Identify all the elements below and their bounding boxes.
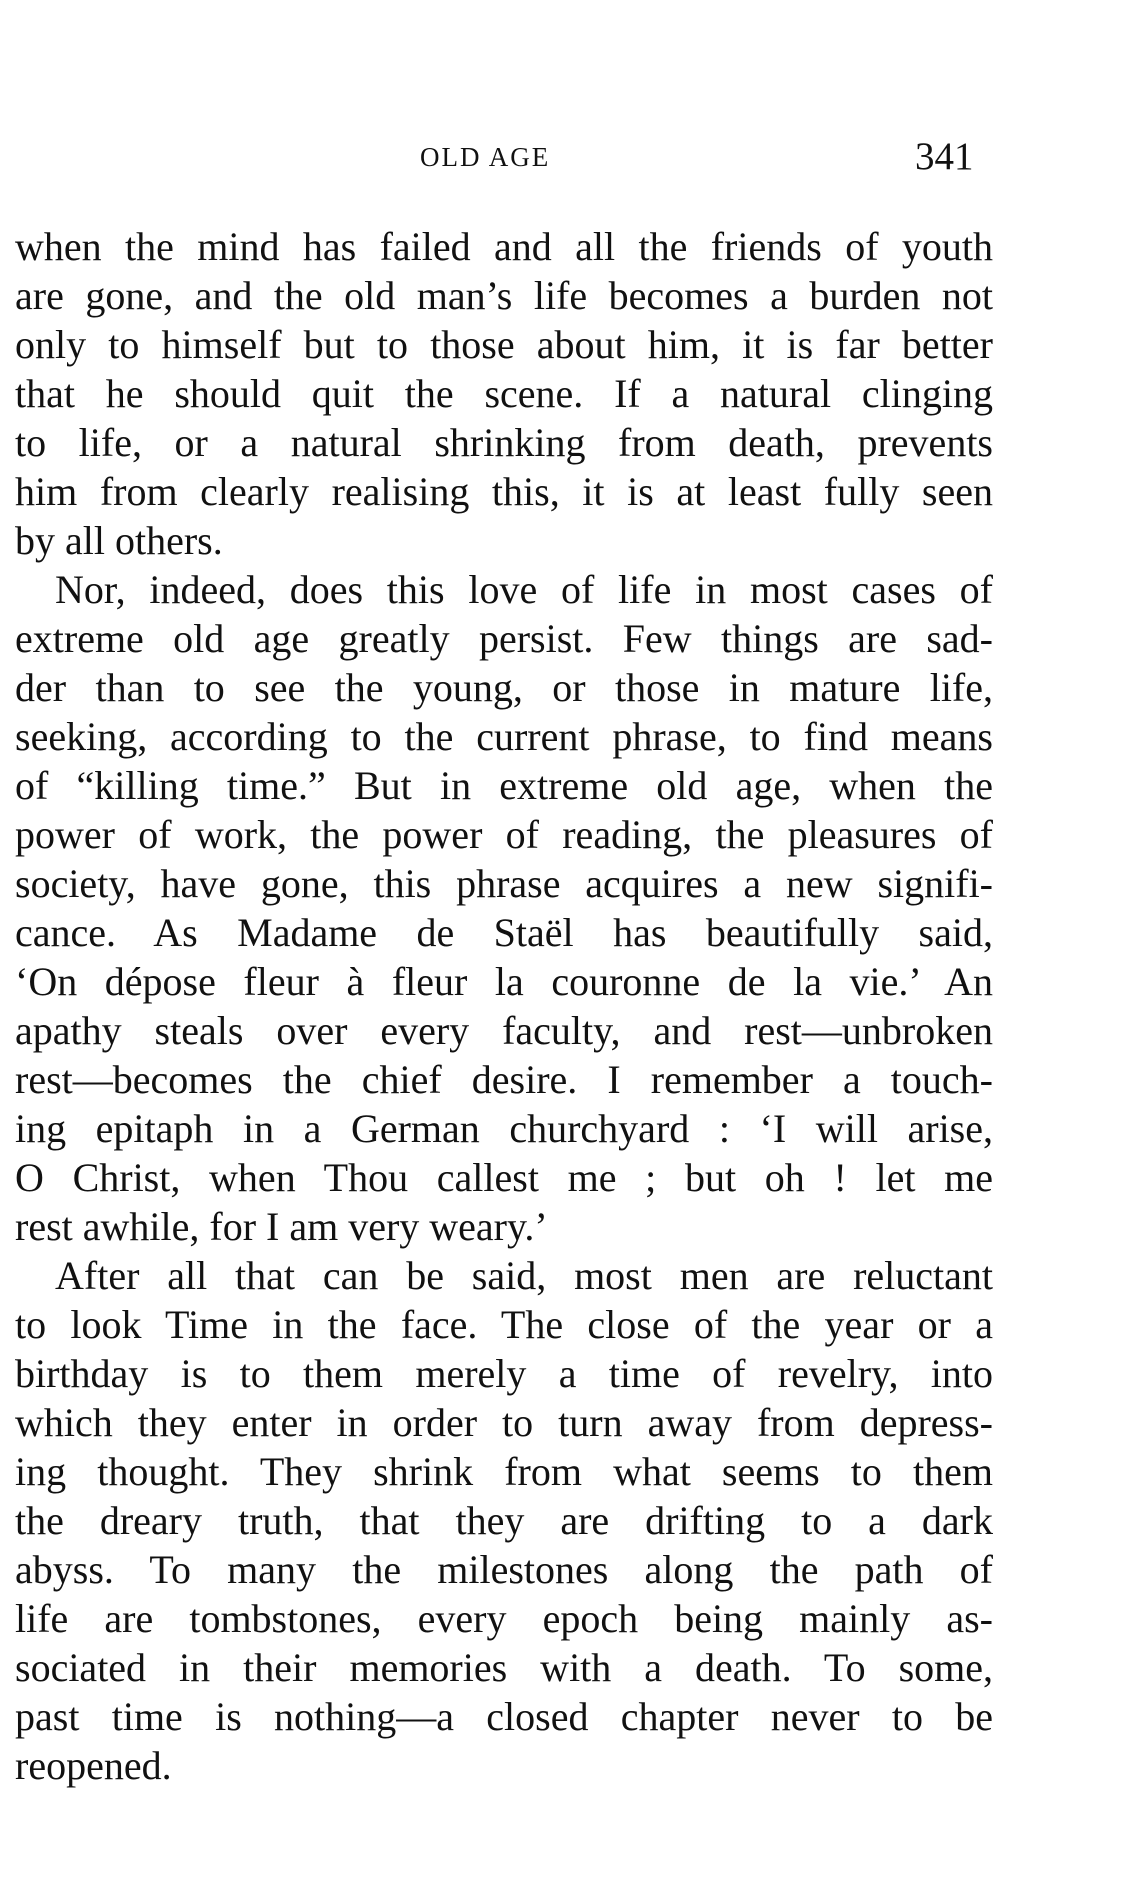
text-line: to look Time in the face. The close of the year or a xyxy=(15,1302,993,1347)
page-number: 341 xyxy=(915,135,974,178)
text-line: extreme old age greatly persist. Few things are sad- xyxy=(15,616,993,661)
page-header xyxy=(0,135,1145,190)
text-line: of “killing time.” But in extreme old age, when the xyxy=(15,763,993,808)
text-line: life are tombstones, every epoch being mainly as- xyxy=(15,1596,993,1641)
text-line: rest awhile, for I am very weary.’ xyxy=(15,1204,548,1249)
text-line: him from clearly realising this, it is at least fully seen xyxy=(15,469,993,514)
text-line: society, have gone, this phrase acquires a new signifi- xyxy=(15,861,993,906)
text-line: are gone, and the old man’s life becomes a burden not xyxy=(15,273,993,318)
text-line: der than to see the young, or those in mature life, xyxy=(15,665,993,710)
text-line: only to himself but to those about him, it is far better xyxy=(15,322,993,367)
body-text xyxy=(15,222,993,1790)
text-line: the dreary truth, that they are drifting to a dark xyxy=(15,1498,993,1543)
text-line: sociated in their memories with a death. To some, xyxy=(15,1645,993,1690)
text-line: After all that can be said, most men are reluctant xyxy=(55,1253,993,1298)
text-line: abyss. To many the milestones along the path of xyxy=(15,1547,993,1592)
text-line: birthday is to them merely a time of revelry, into xyxy=(15,1351,993,1396)
running-head: OLD AGE xyxy=(420,142,551,172)
text-line: to life, or a natural shrinking from death, prevents xyxy=(15,420,993,465)
text-line: ing epitaph in a German churchyard : ‘I will arise, xyxy=(15,1106,993,1151)
text-line: ing thought. They shrink from what seems to them xyxy=(15,1449,993,1494)
text-line: that he should quit the scene. If a natural clinging xyxy=(15,371,993,416)
text-line: by all others. xyxy=(15,518,223,563)
text-line: past time is nothing—a closed chapter never to be xyxy=(15,1694,993,1739)
text-line: reopened. xyxy=(15,1743,172,1788)
text-line: Nor, indeed, does this love of life in most cases of xyxy=(55,567,993,612)
text-line: cance. As Madame de Staël has beautifully said, xyxy=(15,910,993,955)
text-line: ‘On dépose fleur à fleur la couronne de la vie.’ An xyxy=(15,959,993,1004)
text-line: seeking, according to the current phrase, to find means xyxy=(15,714,993,759)
text-line: when the mind has failed and all the friends of youth xyxy=(15,224,993,269)
text-line: which they enter in order to turn away from depress- xyxy=(15,1400,993,1445)
text-line: rest—becomes the chief desire. I remember a touch- xyxy=(15,1057,993,1102)
text-line: apathy steals over every faculty, and rest—unbroken xyxy=(15,1008,993,1053)
text-line: O Christ, when Thou callest me ; but oh ! let me xyxy=(15,1155,993,1200)
text-line: power of work, the power of reading, the pleasures of xyxy=(15,812,993,857)
